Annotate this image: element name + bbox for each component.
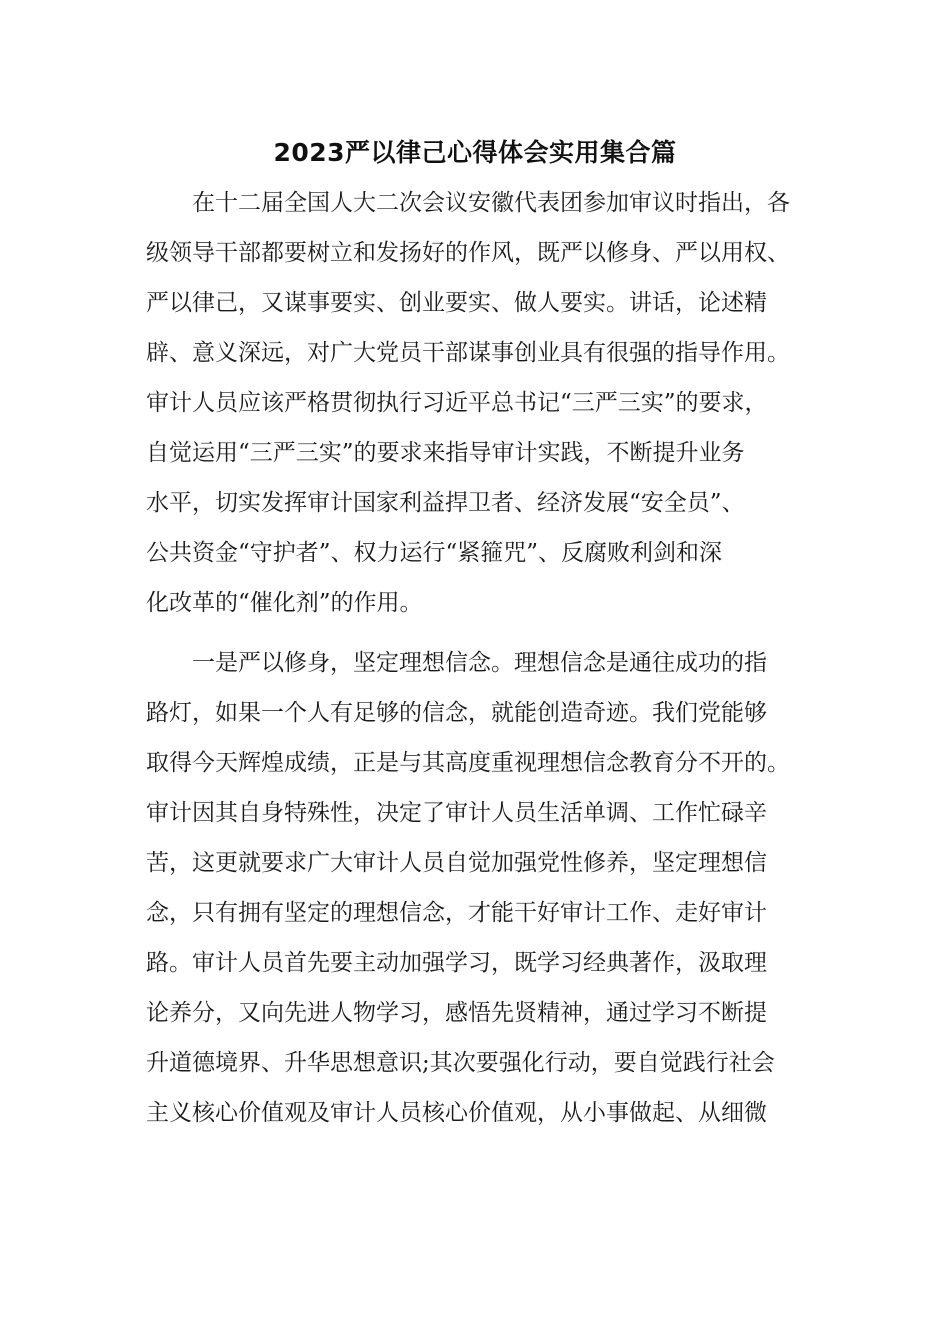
text-line: 在十二届全国人大二次会议安徽代表团参加审议时指出，各 <box>146 190 790 216</box>
text-line: 路灯，如果一个人有足够的信念，就能创造奇迹。我们党能够 <box>146 700 767 726</box>
text-line: 一是严以修身，坚定理想信念。理想信念是通往成功的指 <box>146 650 767 676</box>
text-line: 路。审计人员首先要主动加强学习，既学习经典著作，汲取理 <box>146 950 767 976</box>
text-line: 念，只有拥有坚定的理想信念，才能干好审计工作、走好审计 <box>146 900 767 926</box>
text-line: 论养分，又向先进人物学习，感悟先贤精神，通过学习不断提 <box>146 1000 767 1026</box>
paragraph-2 <box>146 638 800 1138</box>
paragraph-1 <box>146 178 800 628</box>
text-line: 审计因其自身特殊性，决定了审计人员生活单调、工作忙碌辛 <box>146 800 767 826</box>
text-line: 化改革的“催化剂”的作用。 <box>146 590 423 616</box>
document-title: 2023严以律己心得体会实用集合篇 <box>273 138 677 167</box>
text-line: 升道德境界、升华思想意识;其次要强化行动，要自觉践行社会 <box>146 1050 775 1076</box>
text-line: 公共资金“守护者”、权力运行“紧箍咒”、反腐败利剑和深 <box>146 540 723 566</box>
text-line: 严以律己，又谋事要实、创业要实、做人要实。讲话，论述精 <box>146 290 767 316</box>
text-line: 苦，这更就要求广大审计人员自觉加强党性修养，坚定理想信 <box>146 850 767 876</box>
text-line: 主义核心价值观及审计人员核心价值观，从小事做起、从细微 <box>146 1100 767 1126</box>
text-line: 审计人员应该严格贯彻执行习近平总书记“三严三实”的要求， <box>146 390 768 416</box>
text-line: 辟、意义深远，对广大党员干部谋事创业具有很强的指导作用。 <box>146 340 790 366</box>
text-line: 自觉运用“三严三实”的要求来指导审计实践，不断提升业务 <box>146 440 745 466</box>
text-line: 级领导干部都要树立和发扬好的作风，既严以修身、严以用权、 <box>146 240 790 266</box>
text-line: 取得今天辉煌成绩，正是与其高度重视理想信念教育分不开的。 <box>146 750 790 776</box>
text-line: 水平，切实发挥审计国家利益捍卫者、经济发展“安全员”、 <box>146 490 745 516</box>
